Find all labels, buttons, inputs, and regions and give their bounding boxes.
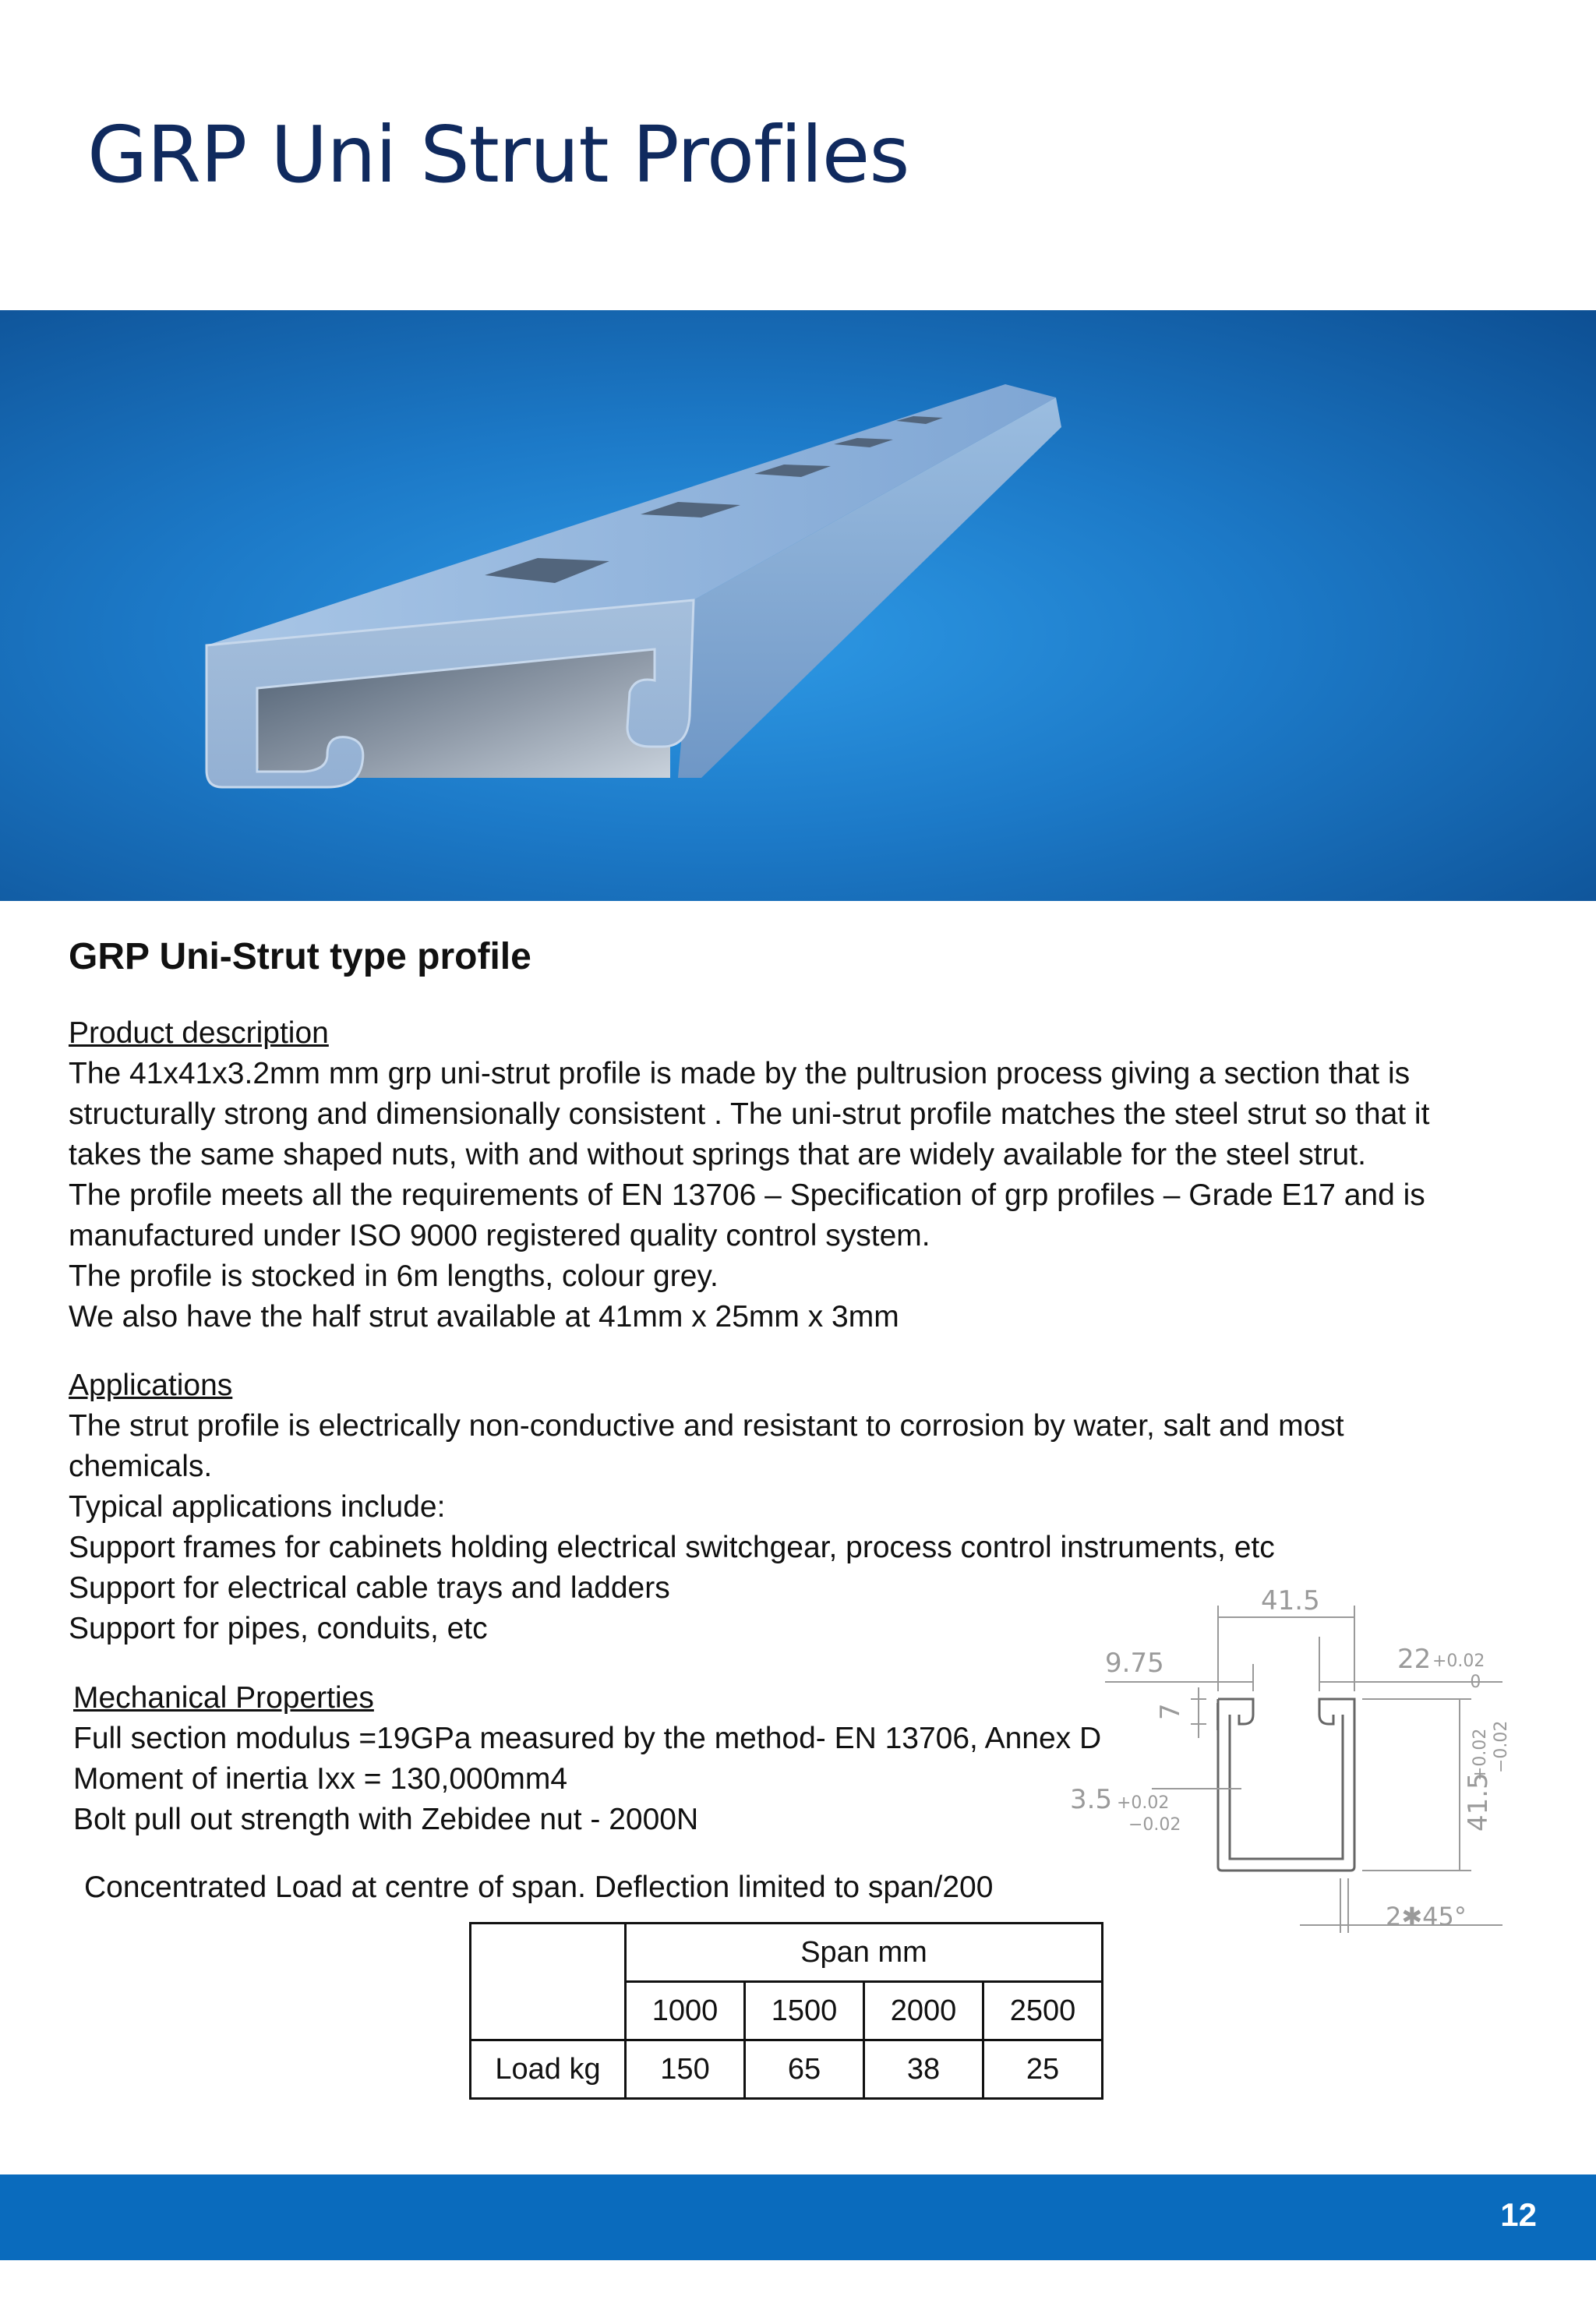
table-caption: Concentrated Load at centre of span. Deflection limited to span/200 xyxy=(84,1871,994,1904)
table-row xyxy=(471,2040,1103,2099)
dim-thickness: 3.5 xyxy=(1070,1784,1113,1815)
dim-thickness-tol-plus: +0.02 xyxy=(1117,1793,1170,1813)
strut-illustration xyxy=(0,310,1596,901)
dim-height-tol-plus: +0.02 xyxy=(1471,1728,1490,1781)
mechanical-properties-section xyxy=(73,1678,1101,1840)
applications-line: The strut profile is electrically non-conductive and resistant to corrosion by water, salt and most xyxy=(69,1409,1344,1443)
span-cell: 2000 xyxy=(864,1982,983,2040)
applications-line: Support frames for cabinets holding electrical switchgear, process control instruments, etc xyxy=(69,1531,1275,1564)
product-description-line: takes the same shaped nuts, with and without springs that are widely available for the steel strut. xyxy=(69,1138,1366,1171)
span-cell: 2500 xyxy=(983,1982,1103,2040)
footer-bar xyxy=(0,2174,1596,2260)
dim-thickness-tol-minus: −0.02 xyxy=(1128,1815,1181,1835)
dim-height-tol-minus: −0.02 xyxy=(1492,1720,1511,1773)
table-corner-cell xyxy=(471,1924,626,2040)
mechanical-property-line: Bolt pull out strength with Zebidee nut - 2000N xyxy=(73,1803,699,1836)
dim-height: 41.5 xyxy=(1463,1772,1494,1832)
load-cell: 65 xyxy=(745,2040,864,2099)
dim-width: 41.5 xyxy=(1261,1585,1320,1616)
load-cell: 25 xyxy=(983,2040,1103,2099)
product-description-label: Product description xyxy=(69,1016,329,1050)
applications-line: chemicals. xyxy=(69,1450,213,1483)
product-photo xyxy=(0,310,1596,901)
span-cell: 1000 xyxy=(626,1982,745,2040)
section-heading: GRP Uni-Strut type profile xyxy=(69,936,531,977)
mechanical-property-line: Full section modulus =19GPa measured by the method- EN 13706, Annex D xyxy=(73,1722,1102,1755)
span-cell: 1500 xyxy=(745,1982,864,2040)
product-description-line: The profile is stocked in 6m lengths, colour grey. xyxy=(69,1259,719,1293)
dim-lip-width: 22 xyxy=(1397,1644,1432,1675)
dim-lip-width-tol-plus: +0.02 xyxy=(1432,1652,1485,1671)
load-table xyxy=(469,1922,1103,2100)
mechanical-properties-label: Mechanical Properties xyxy=(73,1681,374,1715)
table-row xyxy=(471,1924,1103,1982)
load-cell: 38 xyxy=(864,2040,983,2099)
dim-lip-width-tol-minus: −0 xyxy=(1456,1673,1481,1692)
product-description-section xyxy=(69,1013,1429,1337)
span-header-cell: Span mm xyxy=(626,1924,1103,1982)
cross-section-drawing xyxy=(1066,1582,1534,1948)
product-description-line: The 41x41x3.2mm mm grp uni-strut profile is made by the pultrusion process giving a section that is xyxy=(69,1057,1411,1090)
dim-chamfer: 2✱45° xyxy=(1386,1902,1467,1931)
dim-inner-offset: 9.75 xyxy=(1105,1648,1164,1679)
dim-lip-depth: 7 xyxy=(1155,1703,1186,1720)
product-description-line: The profile meets all the requirements of EN 13706 – Specification of grp profiles – Grade E17 and is xyxy=(69,1178,1425,1212)
load-cell: 150 xyxy=(626,2040,745,2099)
row-label-cell: Load kg xyxy=(471,2040,626,2099)
product-description-line: We also have the half strut available at 41mm x 25mm x 3mm xyxy=(69,1300,899,1334)
page-number: 12 xyxy=(1500,2196,1537,2233)
product-description-line: manufactured under ISO 9000 registered quality control system. xyxy=(69,1219,930,1252)
applications-label: Applications xyxy=(69,1369,233,1402)
applications-line: Support for electrical cable trays and ladders xyxy=(69,1571,670,1605)
page-title: GRP Uni Strut Profiles xyxy=(87,109,909,200)
mechanical-property-line: Moment of inertia Ixx = 130,000mm4 xyxy=(73,1762,568,1796)
applications-line: Typical applications include: xyxy=(69,1490,446,1524)
applications-line: Support for pipes, conduits, etc xyxy=(69,1612,488,1645)
product-description-line: structurally strong and dimensionally consistent . The uni-strut profile matches the steel strut so that it xyxy=(69,1097,1430,1131)
